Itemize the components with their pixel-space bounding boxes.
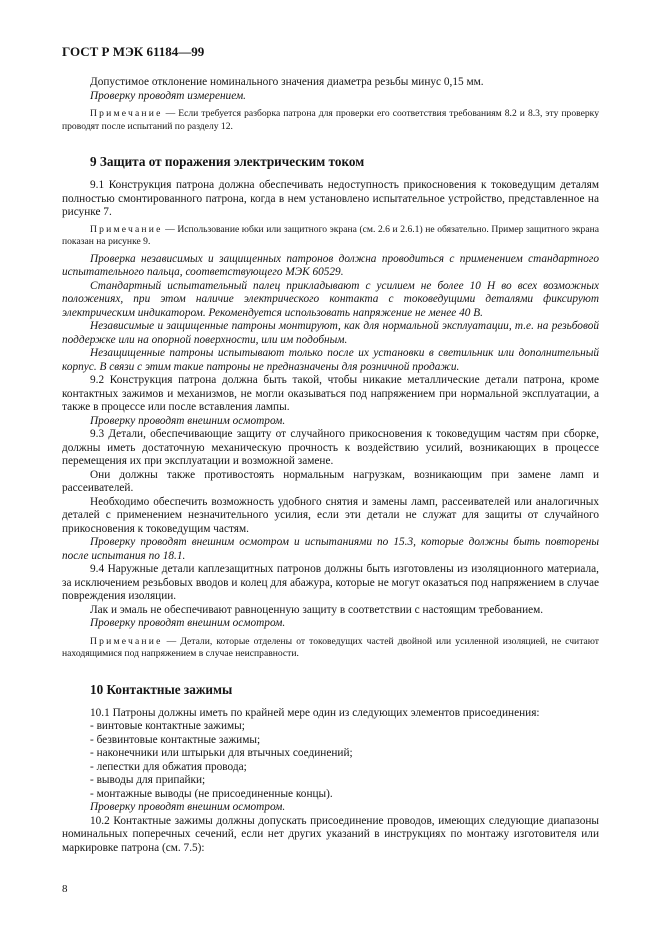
paragraph: Они должны также противостоять нормальным нагрузкам, возникающим при замене ламп и рассеивателей.: [62, 468, 599, 494]
document-body: [62, 76, 599, 855]
paragraph: Допустимое отклонение номинального значения диаметра резьбы минус 0,15 мм.: [90, 76, 484, 88]
note: [62, 224, 599, 249]
note-label: Примечание: [90, 223, 163, 235]
note: [62, 108, 599, 133]
list-item: - винтовые контактные зажимы;: [90, 720, 245, 732]
note: [62, 636, 599, 661]
note-label: Примечание: [90, 635, 163, 647]
paragraph-italic: Проверка независимых и защищенных патронов должна проводиться с применением стандартного испытательного пальца, соответствующего МЭК 60529.: [62, 252, 599, 278]
paragraph: Лак и эмаль не обеспечивают равноценную защиту в соответствии с настоящим требованием.: [90, 603, 544, 616]
paragraph-italic: Незащищенные патроны испытывают только после их установки в светильник или дополнительный корпус. В связи с этим такие патроны не предназначены для розничной продажи.: [62, 347, 599, 373]
paragraph: 9.1 Конструкция патрона должна обеспечивать недоступность прикосновения к токоведущим деталям полностью смонтированного патрона, когда в нем установлено испытательное устройство, представленное на рисунке 7.: [62, 179, 599, 218]
paragraph-italic: Проверку проводят внешним осмотром и испытаниями по 15.3, которые должны быть повторены после испытания по 18.1.: [62, 536, 599, 562]
paragraph-italic: Стандартный испытательный палец прикладывают с усилием не более 10 Н во всех возможных положениях, при этом наличие электрического контакта с токоведущими деталями фиксируют электрическим индикатором. Рекомендуется использовать напряжение не менее 40 В.: [62, 279, 599, 319]
paragraph-italic: Проверку проводят внешним осмотром.: [90, 801, 286, 813]
list-item: - наконечники или штырьки для втычных соединений;: [90, 747, 353, 759]
paragraph: 9.3 Детали, обеспечивающие защиту от случайного прикосновения к токоведущим частям при сборке, должны иметь достаточную механическую прочность к воздействию усилий, возникающих в процессе перемещения их при эксплуатации и возможной замене.: [62, 428, 599, 467]
note-text: — Использование юбки или защитного экрана (см. 2.6 и 2.6.1) не обязательно. Пример защитного экрана показан на рисунке 9.: [62, 223, 599, 247]
paragraph-italic: Проверку проводят измерением.: [90, 89, 246, 102]
paragraph-italic: Независимые и защищенные патроны монтируют, как для нормальной эксплуатации, т.е. на резьбовой поддержке или на опорной поверхности, или им подобным.: [62, 320, 599, 346]
paragraph: 9.4 Наружные детали каплезащитных патронов должны быть изготовлены из изоляционного материала, за исключением резьбовых вводов и колец для абажура, которые не могут оказаться под напряжением в случае повреждения изоляции.: [62, 563, 599, 602]
list-item: - безвинтовые контактные зажимы;: [90, 733, 261, 746]
note-label: Примечание: [90, 108, 163, 119]
list-item: - выводы для припайки;: [90, 774, 206, 786]
paragraph: 10.2 Контактные зажимы должны допускать присоединение проводов, имеющих следующие диапазоны номинальных поперечных сечений, если нет других указаний в инструкциях по монтажу изготовителя или маркировке патрона (см. 7.5):: [62, 814, 599, 854]
note-text: — Если требуется разборка патрона для проверки его соответствия требованиям 8.2 и 8.3, эту проверку проводят после испытаний по разделу 12.: [62, 108, 599, 132]
paragraph: 10.1 Патроны должны иметь по крайней мере один из следующих элементов присоединения:: [90, 706, 540, 719]
page-number: 8: [62, 883, 68, 895]
paragraph: 9.2 Конструкция патрона должна быть такой, чтобы никакие металлические детали патрона, кроме контактных зажимов и механизмов, не могли оказываться под напряжением при нормальной эксплуатации, а также в процессе или после вставления лампы.: [62, 374, 599, 413]
list-item: - лепестки для обжатия провода;: [90, 760, 247, 773]
page-header: ГОСТ Р МЭК 61184—99: [62, 44, 205, 59]
paragraph: Необходимо обеспечить возможность удобного снятия и замены ламп, рассеивателей или аналогичных деталей с применением незначительного усилия, если эти детали не служат для защиты от случайного прикосновения к токоведущим частям.: [62, 495, 599, 535]
paragraph-italic: Проверку проводят внешним осмотром.: [90, 617, 286, 629]
list-item: - монтажные выводы (не присоединенные концы).: [90, 787, 333, 800]
section-heading-10: 10 Контактные зажимы: [90, 681, 233, 697]
paragraph-italic: Проверку проводят внешним осмотром.: [90, 414, 286, 427]
section-heading-9: 9 Защита от поражения электрическим током: [90, 154, 365, 169]
note-text: — Детали, которые отделены от токоведущих частей двойной или усиленной изоляцией, не считают находящимися под напряжением в случае неисправности.: [62, 635, 599, 659]
